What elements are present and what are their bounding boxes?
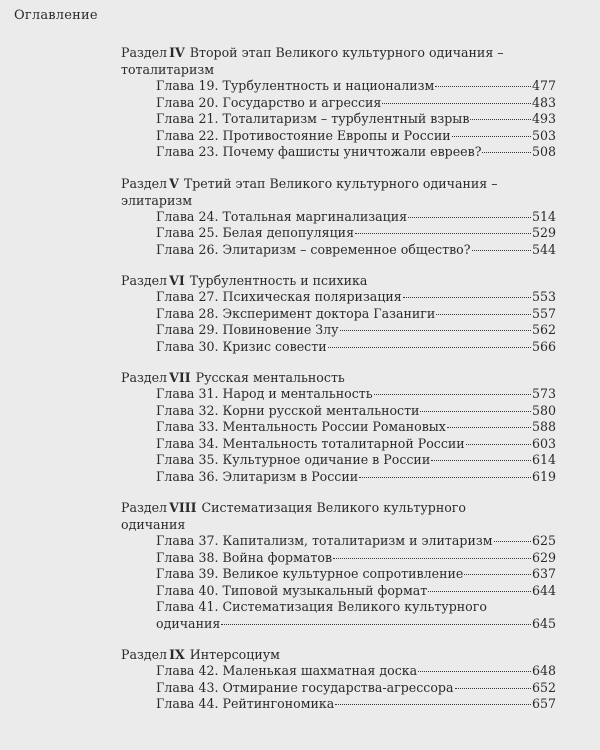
chapter-title: Глава 38. Война форматов [156,549,333,565]
chapter-title: Глава 41. Систематизация Великого культурного [156,599,487,614]
toc-entry[interactable] [156,306,556,323]
leader-dots [452,136,531,137]
chapter-title: Глава 44. Рейтингономика [156,696,335,711]
page-number: 503 [531,127,556,143]
chapter-title: Глава 27. Психическая поляризация [156,289,402,304]
leader-dots [328,347,531,348]
leader-dots [340,330,531,331]
chapter-title: Глава 20. Государство и агрессия [156,94,382,110]
section-label: Раздел [121,273,168,288]
leader-dots [335,704,531,705]
chapter-title: Глава 21. Тоталитаризм – турбулентный взрыв [156,111,470,126]
page-number: 648 [531,663,556,678]
section-title: Интерсоциум [189,647,280,662]
leader-dots [494,541,531,542]
leader-dots [472,250,531,251]
leader-dots [455,688,531,689]
chapter-title: Глава 31. Народ и ментальность [156,386,373,401]
leader-dots [428,591,531,592]
toc-entry[interactable] [156,78,556,95]
page-number: 529 [531,225,556,240]
leader-dots [221,624,531,625]
leader-dots [466,444,531,445]
section-title: Систематизация Великого культурного одичания [121,500,466,532]
chapter-title: Глава 39. Великое культурное сопротивление [156,566,464,581]
section-title: Русская ментальность [195,370,345,385]
page-number: 553 [531,289,556,304]
section-heading [121,369,511,386]
toc-entry[interactable] [156,696,556,713]
leader-dots [420,411,530,412]
section-vi [0,272,600,355]
page-number: 557 [531,305,556,321]
section-viii [0,499,600,632]
leader-dots [435,86,531,87]
toc-entry[interactable] [156,339,556,356]
section-heading [121,272,511,289]
section-title: Турбулентность и психика [189,273,368,288]
page-number: 637 [531,566,556,581]
leader-dots [447,427,531,428]
leader-dots [374,394,531,395]
chapter-title-continued: одичания [156,615,221,631]
toc-entry[interactable] [156,680,556,697]
leader-dots [359,477,531,478]
toc-entry[interactable] [156,550,556,567]
section-label: Раздел [121,500,168,515]
section-number: V [169,175,179,191]
toc-entry[interactable] [156,95,556,112]
table-of-contents [0,44,600,713]
section-ix [0,646,600,713]
page-number: 625 [531,533,556,548]
leader-dots [482,152,530,153]
section-label: Раздел [121,45,168,60]
toc-entry[interactable] [156,144,556,161]
page-number: 614 [531,452,556,467]
leader-dots [355,233,531,234]
page-number: 566 [531,338,556,354]
chapter-title: Глава 26. Элитаризм – современное общество? [156,241,471,257]
toc-entry[interactable] [156,322,556,339]
leader-dots [470,119,531,120]
chapter-title: Глава 25. Белая депопуляция [156,225,355,240]
page-number: 514 [531,208,556,224]
page-number: 588 [531,419,556,434]
section-number: VIII [169,500,197,515]
section-v [0,175,600,259]
page-number: 493 [531,111,556,126]
leader-dots [382,103,531,104]
toc-entry[interactable] [156,225,556,242]
toc-entry[interactable] [156,403,556,420]
section-title: Второй этап Великого культурного одичания – тоталитаризм [121,45,504,77]
leader-dots [418,671,531,672]
chapter-title: Глава 36. Элитаризм в России [156,468,359,484]
page-number: 657 [531,696,556,711]
toc-entry[interactable] [156,419,556,436]
section-title: Третий этап Великого культурного одичания – элитаризм [121,175,498,208]
page-number: 508 [531,144,556,159]
toc-entry[interactable] [156,452,556,469]
leader-dots [403,297,531,298]
chapter-title: Глава 33. Ментальность России Романовых [156,419,446,434]
toc-entry[interactable] [156,209,556,226]
chapter-title: Глава 30. Кризис совести [156,338,327,354]
section-label: Раздел [121,647,168,662]
page-number: 544 [531,241,556,257]
toc-entry[interactable] [156,566,556,583]
page-number: 644 [531,582,556,598]
chapter-title: Глава 29. Повиновение Злу [156,322,339,337]
section-label: Раздел [121,370,168,385]
section-heading [121,646,511,663]
leader-dots [431,460,531,461]
chapter-title: Глава 22. Противостояние Европы и России [156,127,451,143]
chapter-title: Глава 24. Тотальная маргинализация [156,208,408,224]
chapter-title: Глава 32. Корни русской ментальности [156,402,420,418]
section-number: IX [169,647,185,662]
page-number: 645 [531,615,556,631]
toc-entry[interactable] [156,533,556,550]
toc-entry[interactable] [156,436,556,453]
toc-entry[interactable] [156,128,556,145]
toc-entry[interactable] [156,469,556,486]
leader-dots [408,217,531,218]
chapter-title: Глава 43. Отмирание государства-агрессора [156,679,454,695]
page-number: 477 [531,78,556,93]
page-number: 629 [531,549,556,565]
page-number: 619 [531,468,556,484]
leader-dots [333,558,531,559]
toc-entry[interactable] [156,386,556,403]
leader-dots [464,574,531,575]
section-label: Раздел [121,175,168,191]
page-number: 573 [531,386,556,401]
section-heading [121,499,511,533]
toc-entry[interactable] [156,242,556,259]
chapter-title: Глава 42. Маленькая шахматная доска [156,663,418,678]
chapter-title: Глава 28. Эксперимент доктора Газаниги [156,305,436,321]
chapter-title: Глава 35. Культурное одичание в России [156,452,431,467]
page-number: 483 [531,94,556,110]
chapter-title: Глава 34. Ментальность тоталитарной России [156,435,465,451]
section-number: VI [169,273,185,288]
page-number: 603 [531,435,556,451]
page-number: 562 [531,322,556,337]
chapter-title: Глава 23. Почему фашисты уничтожали евреев? [156,144,482,159]
page-number: 652 [531,679,556,695]
page-number: 580 [531,402,556,418]
toc-entry[interactable] [156,599,556,632]
chapter-title: Глава 40. Типовой музыкальный формат [156,582,428,598]
page-title: Оглавление [14,8,98,23]
section-vii [0,369,600,485]
toc-entry[interactable] [156,289,556,306]
section-iv [0,44,600,161]
section-heading [121,44,511,78]
section-number: IV [169,45,185,60]
section-number: VII [169,370,191,385]
chapter-title: Глава 37. Капитализм, тоталитаризм и элитаризм [156,533,493,548]
leader-dots [436,314,531,315]
chapter-title: Глава 19. Турбулентность и национализм [156,78,435,93]
section-heading [121,175,511,209]
toc-entry[interactable] [156,583,556,600]
toc-entry[interactable] [156,663,556,680]
toc-entry[interactable] [156,111,556,128]
